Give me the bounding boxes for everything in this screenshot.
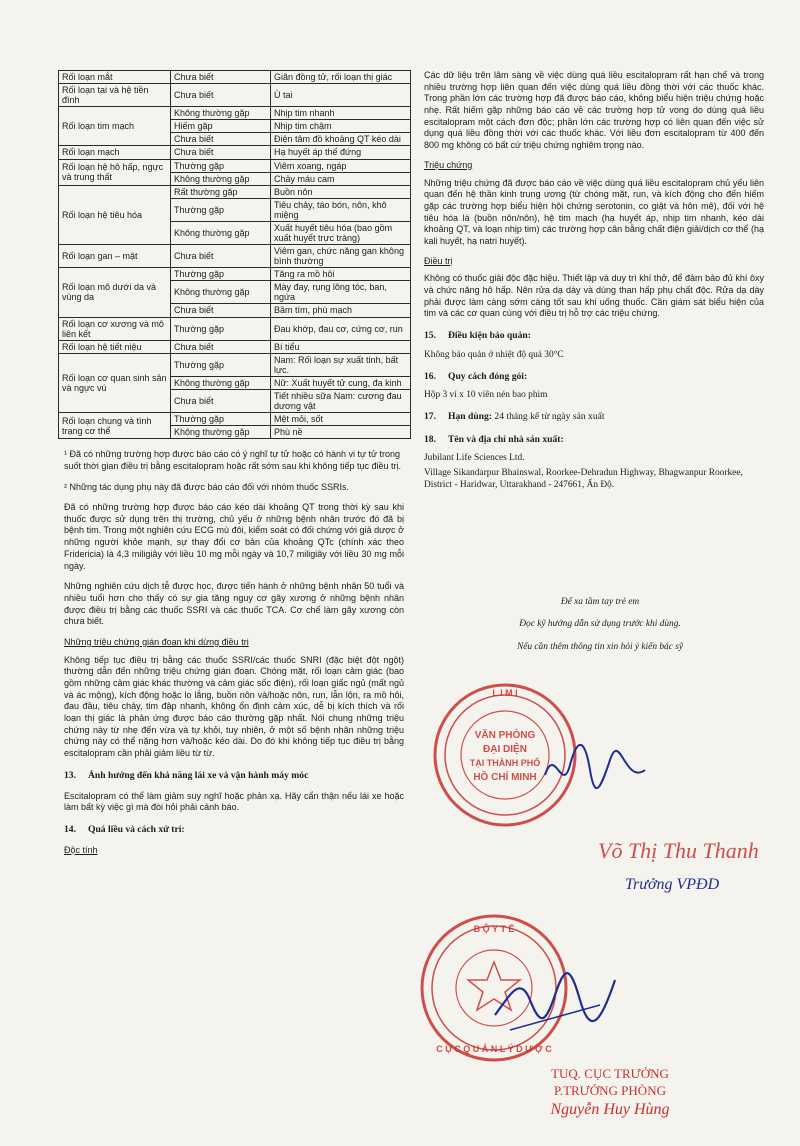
frequency-cell: Chưa biết [171, 340, 271, 353]
frequency-cell: Thường gặp [171, 353, 271, 376]
organ-class-cell: Rối loạn tai và hệ tiền đình [59, 84, 171, 107]
svg-text:ĐẠI DIỆN: ĐẠI DIỆN [483, 744, 527, 755]
effect-cell: Điện tâm đồ khoảng QT kéo dài [271, 133, 411, 146]
organ-class-cell: Rối loạn hệ tiết niệu [59, 340, 171, 353]
effect-cell: Nhịp tim nhanh [271, 107, 411, 120]
frequency-cell: Thường gặp [171, 413, 271, 426]
section-18-heading [424, 434, 764, 446]
effect-cell: Ù tai [271, 84, 411, 107]
effect-cell: Mày đay, rụng lông tóc, ban, ngứa [271, 281, 411, 304]
organ-class-cell: Rối loạn cơ xương và mô liên kết [59, 317, 171, 340]
frequency-cell: Chưa biết [171, 84, 271, 107]
note-keep-away: Để xa tầm tay trẻ em [560, 597, 640, 607]
effect-cell: Bầm tím, phù mạch [271, 304, 411, 317]
effect-cell: Phù nề [271, 426, 411, 439]
svg-text:B Ộ Y T Ế: B Ộ Y T Ế [473, 924, 515, 934]
representative-name: Võ Thị Thu Thanh [598, 838, 759, 863]
table-row [59, 84, 411, 107]
right-column [424, 70, 764, 499]
effect-cell: Mệt mỏi, sốt [271, 413, 411, 426]
footnote-1: ¹ Đã có những trường hợp được báo cáo có ý nghĩ tự tử hoặc có hành vi tự tử trong suốt thời gian điều trị bằng escitalopram hoặc rất sớm sau khi không tiếp tục điều trị. [64, 449, 401, 471]
shelf-life-text: 24 tháng kể từ ngày sản xuất [494, 411, 605, 423]
organ-class-cell: Rối loạn mô dưới da và vùng da [59, 268, 171, 317]
section-17-heading [424, 411, 764, 423]
section-14-title: Quá liều và cách xử trí: [88, 823, 185, 835]
frequency-cell: Không thường gặp [171, 172, 271, 185]
footnote-2: ² Những tác dụng phụ này đã được báo cáo đối với nhóm thuốc SSRIs. [64, 481, 350, 492]
section-13-number: 13. [64, 769, 76, 781]
frequency-cell: Không thường gặp [171, 376, 271, 389]
frequency-cell: Hiếm gặp [171, 120, 271, 133]
note-read-instructions: Đọc kỹ hướng dẫn sử dụng trước khi dùng. [519, 619, 681, 630]
effect-cell: Xuất huyết tiêu hóa (bao gồm xuất huyết trực tràng) [271, 221, 411, 244]
organ-class-cell: Rối loạn mắt [59, 71, 171, 84]
table-row [59, 268, 411, 281]
svg-text:HỒ CHÍ MINH: HỒ CHÍ MINH [473, 772, 537, 783]
representative-title: Trưởng VPĐD [625, 876, 720, 893]
frequency-cell: Rất thường gặp [171, 185, 271, 198]
frequency-cell: Không thường gặp [171, 221, 271, 244]
section-15-number: 15. [424, 330, 436, 342]
frequency-cell: Không thường gặp [171, 281, 271, 304]
section-13-heading [64, 770, 404, 782]
adverse-effects-table [58, 70, 411, 439]
organ-class-cell: Rối loạn hệ hô hấp, ngực và trung thất [59, 159, 171, 185]
section-15-heading [424, 330, 764, 342]
effect-cell: Viêm gan, chức năng gan không bình thường [271, 245, 411, 268]
effect-cell: Đau khớp, đau cơ, cứng cơ, run [271, 317, 411, 340]
effect-cell: Giãn đồng tử, rối loạn thị giác [271, 71, 411, 84]
effect-cell: Tiêu chảy, táo bón, nôn, khô miệng [271, 198, 411, 221]
adverse-effects-table-body [59, 71, 411, 439]
svg-text:L I M I: L I M I [492, 688, 518, 698]
treatment-heading: Điều trị [424, 255, 453, 266]
svg-text:C Ụ C Q U Ả N L Ý D Ư Ợ: C Ụ C Q U Ả N L Ý D Ư Ợ C [436, 1044, 552, 1054]
effect-cell: Buồn nôn [271, 185, 411, 198]
paragraph-withdrawal: Không tiếp tục điều trị bằng các thuốc SSRI/các thuốc SNRI (đặc biệt đột ngột) thường dẫn đến những triệu chứng gián đoạn. Chóng mặt, rối loạn cảm giác (bao gồm những cảm giác khác thường và cảm giác sốc điện), rối loạn giấc ngủ (mất ngủ và ác mộng), kích động hoặc lo lắng, buồn nôn và/hoặc nôn, run, lẫn lộn, ra mồ hôi, đau đầu, tiêu chảy, tim đập nhanh, không ổn định cảm xúc, dễ bị kích thích và rối loạn thị giác là phản ứng được báo cáo thường gặp nhất. Nói chung những triệu chứng này từ nhẹ đến vừa và tự khỏi, tuy nhiên, ở một số bệnh nhân những triệu chứng này có thể nặng hơn và/hoặc kéo dài. Do đó khi không tiếp tục điều trị bằng escitalopram cần phải giảm liều từ từ. [64, 654, 404, 759]
organ-class-cell: Rối loạn tim mạch [59, 107, 171, 146]
table-row [59, 159, 411, 172]
frequency-cell: Chưa biết [171, 390, 271, 413]
paragraph-bone-fracture: Những nghiên cứu dịch tễ được học, được tiến hành ở những bệnh nhân 50 tuổi và nhiều tuổi hơn cho thấy có sự gia tăng nguy cơ gãy xương ở những bệnh nhân được điều trị bằng các thuốc SSRI và các thuốc TCA. Cơ chế làm gãy xương còn chưa biết. [64, 581, 404, 627]
organ-class-cell: Rối loạn cơ quan sinh sản và ngực vú [59, 353, 171, 412]
svg-text:VĂN PHÒNG: VĂN PHÒNG [474, 730, 536, 741]
effect-cell: Viêm xoang, ngáp [271, 159, 411, 172]
paragraph-qt-prolongation: Đã có những trường hợp được báo cáo kéo dài khoảng QT trong thời kỳ sau khi thuốc được sử dụng trên thị trường, chủ yếu ở những bệnh nhân trước đó đã bị bệnh tim. Trong một nghiên cứu ECG mù đôi, kiểm soát có đối chứng với giả dược ở những người khỏe mạnh, sự thay đổi cơ bản của khoảng QTc (chính xác theo Fridericia) là 4,3 miligiây với liều 10 mg mỗi ngày và 10,7 miligiây với liều 30 mg mỗi ngày. [64, 502, 404, 571]
table-row [59, 317, 411, 340]
left-column [58, 70, 410, 856]
frequency-cell: Chưa biết [171, 146, 271, 159]
paragraph-treatment: Không có thuốc giải độc đặc hiệu. Thiết lập và duy trì khí thở, để đảm bảo đủ khí ôxy và chức năng hô hấp. Nên rửa dạ dày và dùng than hấp phụ chất độc. Rửa dạ dày phải được làm càng sớm càng tốt sau khi uống thuốc. Cần giám sát biểu hiện của tim và các cơ quan cùng với điều trị hỗ trợ các triệu chứng. [424, 273, 764, 319]
representative-signature-icon [540, 735, 650, 805]
note-ask-doctor: Nếu cần thêm thông tin xin hỏi ý kiến bác sỹ [516, 641, 684, 652]
frequency-cell: Chưa biết [171, 71, 271, 84]
frequency-cell: Thường gặp [171, 268, 271, 281]
svg-text:TẠI THÀNH PHỐ: TẠI THÀNH PHỐ [469, 758, 541, 768]
paragraph-overdose: Các dữ liệu trên lâm sàng về việc dùng quá liều escitalopram rất hạn chế và trong nhiều trường hợp liên quan đến việc dùng quá liều đồng thời với các thuốc khác. Trong phần lớn các trường hợp đã được báo cáo, không biểu hiện triệu chứng hoặc nhẹ. Rất hiếm gặp những báo cáo về các trường hợp tử vong do dùng quá liều escitalopram một cách đơn độc; phần lớn các trường hợp có liên quan đến việc sử dụng quá liều đồng thời với các thuốc khác. Với liều đơn escitalopram từ 400 đến 800 mg không có bất cứ triệu chứng nghiêm trọng nào. [424, 70, 764, 151]
paragraph-symptoms: Những triệu chứng đã được báo cáo về việc dùng quá liều escitalopram chủ yếu liên quan đến hệ thần kinh trung ương (từ chóng mặt, run, và kích động cho đến hiếm gặp các trường hợp biểu hiện hội chứng serotonin, co giật và hôn mê), đối với hệ tiêu hóa là (buồn nôn/nôn), hệ tim mạch (hạ huyết áp, nhịp tim nhanh, kéo dài khoảng QT, và loạn nhịp tim) các trường hợp cân bằng chất điện giải/dịch cơ thể (hạ kali huyết, hạ natri huyết). [424, 177, 764, 246]
section-14-number: 14. [64, 823, 76, 835]
warning-notes [470, 598, 730, 665]
effect-cell: Nhịp tim chậm [271, 120, 411, 133]
signer-line-2: P.TRƯỞNG PHÒNG [554, 1083, 666, 1098]
toxicity-heading: Độc tính [64, 844, 98, 855]
frequency-cell: Chưa biết [171, 245, 271, 268]
effect-cell: Bí tiểu [271, 340, 411, 353]
effect-cell: Hạ huyết áp thế đứng [271, 146, 411, 159]
organ-class-cell: Rối loạn mạch [59, 146, 171, 159]
table-row [59, 146, 411, 159]
section-16-heading [424, 371, 764, 383]
signer-block [470, 1066, 750, 1119]
table-row [59, 353, 411, 376]
table-row [59, 71, 411, 84]
frequency-cell: Chưa biết [171, 304, 271, 317]
frequency-cell: Không thường gặp [171, 426, 271, 439]
section-16-title: Quy cách đóng gói: [448, 370, 528, 382]
table-row [59, 340, 411, 353]
director-signature-icon [490, 955, 620, 1045]
packaging-text: Hộp 3 vỉ x 10 viên nén bao phim [424, 390, 548, 401]
table-row [59, 185, 411, 198]
frequency-cell: Chưa biết [171, 133, 271, 146]
withdrawal-heading: Những triệu chứng gián đoạn khi dừng điều trị [64, 636, 249, 647]
organ-class-cell: Rối loạn chung và tình trạng cơ thể [59, 413, 171, 439]
section-13-title: Ảnh hưởng đến khả năng lái xe và vận hành máy móc [88, 769, 309, 781]
effect-cell: Nữ: Xuất huyết tử cung, đa kinh [271, 376, 411, 389]
manufacturer-name: Jubilant Life Sciences Ltd. [424, 453, 525, 464]
signer-name: Nguyễn Huy Hùng [550, 1101, 670, 1118]
organ-class-cell: Rối loạn hệ tiêu hóa [59, 185, 171, 244]
frequency-cell: Không thường gặp [171, 107, 271, 120]
table-row [59, 413, 411, 426]
section-14-heading [64, 824, 404, 836]
signer-line-1: TUQ. CỤC TRƯỞNG [551, 1066, 669, 1081]
section-17-title: Hạn dùng: [448, 411, 492, 423]
organ-class-cell: Rối loạn gan – mật [59, 245, 171, 268]
effect-cell: Chảy máu cam [271, 172, 411, 185]
symptoms-heading: Triệu chứng [424, 159, 473, 170]
section-18-title: Tên và địa chỉ nhà sản xuất: [448, 433, 564, 445]
section-15-title: Điều kiện bảo quản: [448, 330, 531, 342]
manufacturer-address: Village Sikandarpur Bhainswal, Roorkee-Dehradun Highway, Bhagwanpur Roorkee, District - Haridwar, Uttarakhand - 247661, Ấn Độ. [424, 467, 743, 490]
section-17-number: 17. [424, 411, 436, 423]
effect-cell: Tiết nhiều sữa Nam: cương đau dương vật [271, 390, 411, 413]
table-row [59, 107, 411, 120]
section-18-number: 18. [424, 433, 436, 445]
effect-cell: Tăng ra mồ hôi [271, 268, 411, 281]
storage-text: Không bảo quản ở nhiệt độ quá 30°C [424, 349, 564, 360]
section-16-number: 16. [424, 370, 436, 382]
table-row [59, 245, 411, 268]
frequency-cell: Thường gặp [171, 198, 271, 221]
paragraph-driving: Escitalopram có thể làm giảm suy nghĩ hoặc phản xạ. Hãy cẩn thận nếu lái xe hoặc làm bất kỳ việc gì mà đòi hỏi phải cảnh báo. [64, 790, 404, 813]
frequency-cell: Thường gặp [171, 159, 271, 172]
frequency-cell: Thường gặp [171, 317, 271, 340]
effect-cell: Nam: Rối loạn sự xuất tinh, bất lực. [271, 353, 411, 376]
